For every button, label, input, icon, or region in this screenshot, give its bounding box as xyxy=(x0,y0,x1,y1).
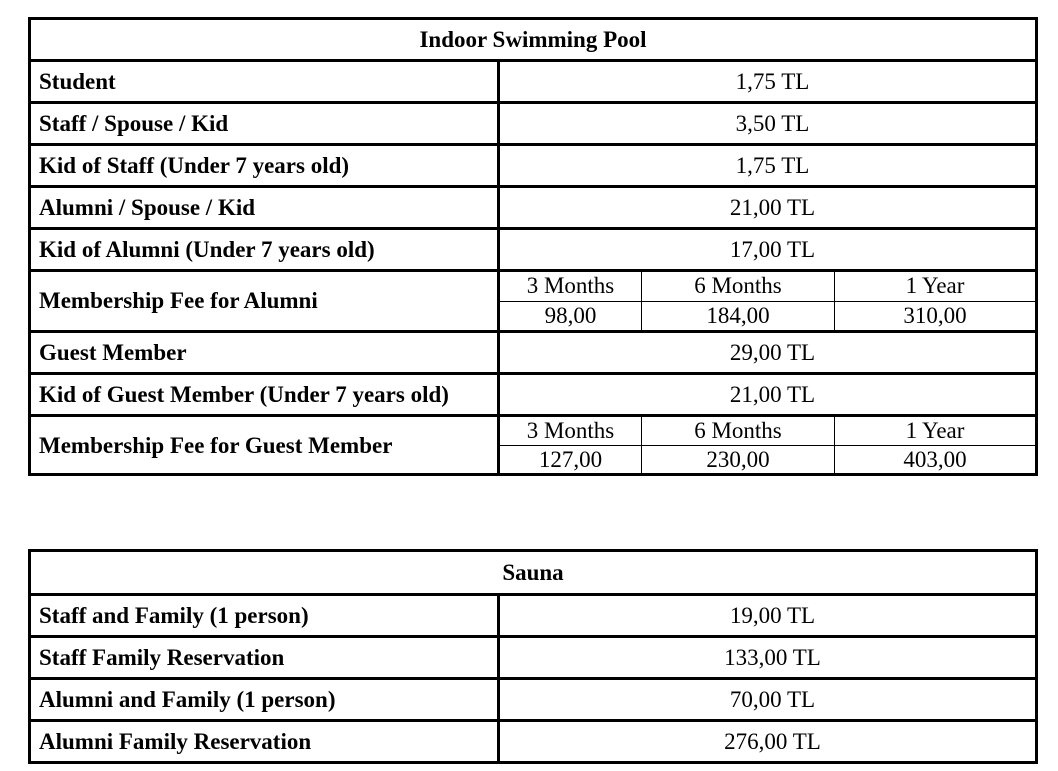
alumni-membership-row xyxy=(31,272,1035,333)
table-row xyxy=(31,680,1035,722)
row-label: Membership Fee for Alumni xyxy=(31,272,500,330)
row-label: Alumni Family Reservation xyxy=(31,722,500,761)
row-price: 19,00 TL xyxy=(729,602,816,628)
membership-fee-grid xyxy=(500,417,1035,474)
table-row xyxy=(31,146,1035,188)
table-row xyxy=(31,596,1035,638)
period-1-year: 1 Year xyxy=(905,273,965,299)
row-price: 3,50 TL xyxy=(735,110,810,136)
row-price: 21,00 TL xyxy=(729,381,816,407)
table-row xyxy=(31,104,1035,146)
fee-1-year: 310,00 xyxy=(903,302,967,328)
membership-fee-grid xyxy=(500,272,1035,330)
period-6-months: 6 Months xyxy=(642,272,835,301)
row-price: 1,75 TL xyxy=(735,68,810,94)
row-label: Guest Member xyxy=(31,333,500,372)
table-row xyxy=(31,638,1035,680)
row-label: Staff and Family (1 person) xyxy=(31,596,500,635)
row-label: Alumni / Spouse / Kid xyxy=(31,188,500,227)
period-3-months: 3 Months xyxy=(500,417,642,445)
period-1-year: 1 Year xyxy=(905,418,965,443)
table-row xyxy=(31,333,1035,375)
row-price: 70,00 TL xyxy=(729,686,816,712)
table-row xyxy=(31,188,1035,230)
row-price: 21,00 TL xyxy=(729,194,816,220)
row-price: 29,00 TL xyxy=(729,339,816,365)
sauna-price-table xyxy=(28,549,1038,764)
row-label: Staff Family Reservation xyxy=(31,638,500,677)
row-price: 133,00 TL xyxy=(724,644,821,670)
row-label: Kid of Guest Member (Under 7 years old) xyxy=(31,375,500,414)
table-row xyxy=(31,722,1035,761)
pool-table-title: Indoor Swimming Pool xyxy=(31,20,1035,62)
membership-fee-values xyxy=(500,302,1035,331)
period-6-months: 6 Months xyxy=(642,417,835,445)
table-row xyxy=(31,62,1035,104)
fee-3-months: 127,00 xyxy=(500,446,642,474)
row-label: Membership Fee for Guest Member xyxy=(31,417,500,474)
row-price: 1,75 TL xyxy=(735,152,810,178)
membership-fee-values xyxy=(500,446,1035,474)
row-label: Kid of Staff (Under 7 years old) xyxy=(31,146,500,185)
row-label: Staff / Spouse / Kid xyxy=(31,104,500,143)
row-price: 17,00 TL xyxy=(729,236,816,262)
fee-6-months: 230,00 xyxy=(642,446,835,474)
sauna-table-title: Sauna xyxy=(31,552,1035,596)
membership-period-header xyxy=(500,272,1035,302)
pool-price-table xyxy=(28,17,1038,476)
row-price: 276,00 TL xyxy=(724,728,821,754)
fee-6-months: 184,00 xyxy=(642,302,835,331)
fee-1-year: 403,00 xyxy=(903,447,967,472)
table-row xyxy=(31,375,1035,417)
fee-3-months: 98,00 xyxy=(500,302,642,331)
row-label: Alumni and Family (1 person) xyxy=(31,680,500,719)
guest-membership-row xyxy=(31,417,1035,474)
period-3-months: 3 Months xyxy=(500,272,642,301)
row-label: Kid of Alumni (Under 7 years old) xyxy=(31,230,500,269)
membership-period-header xyxy=(500,417,1035,446)
row-label: Student xyxy=(31,62,500,101)
table-row xyxy=(31,230,1035,272)
